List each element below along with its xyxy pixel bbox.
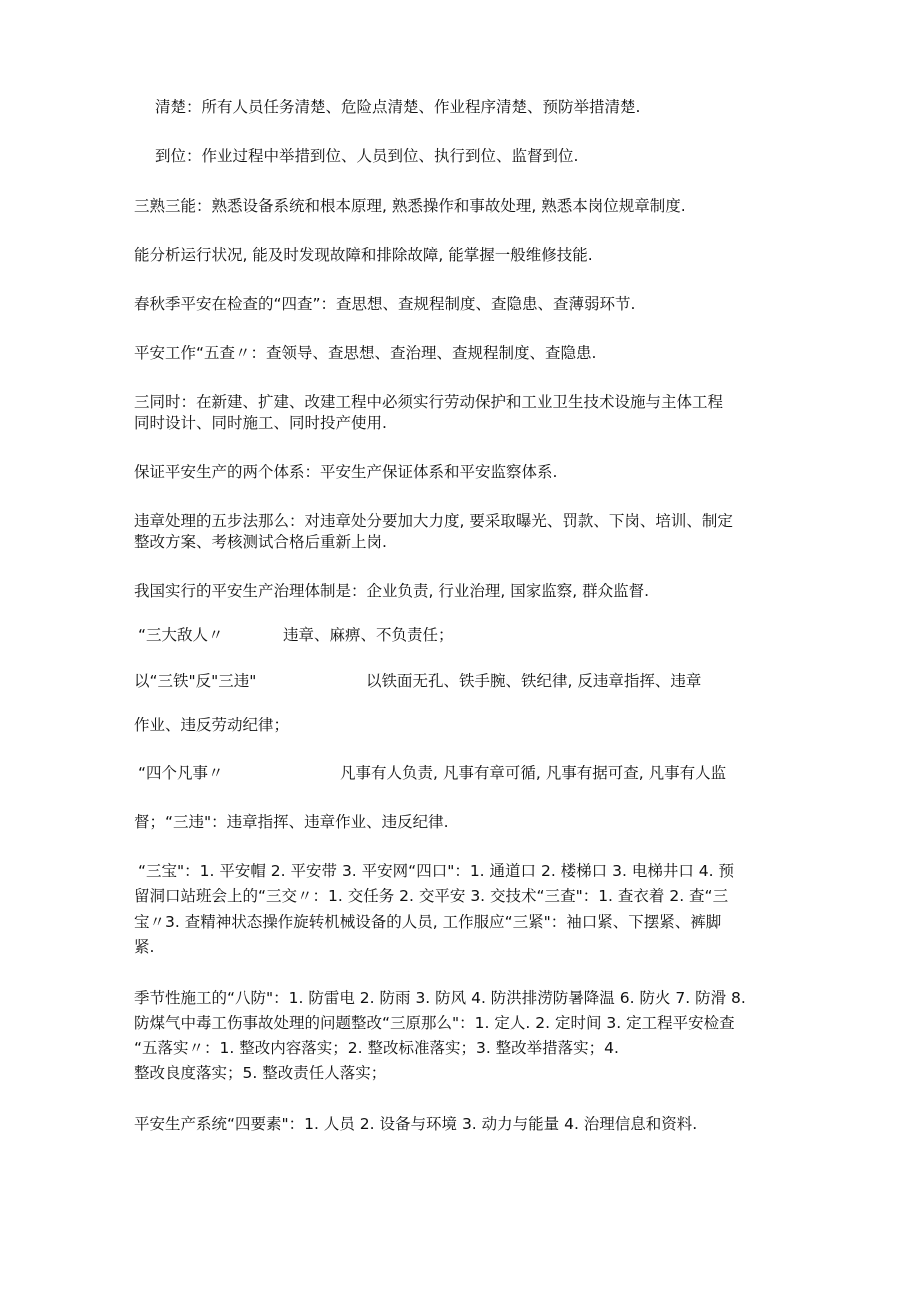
text-line: “四个凡事〃	[138, 764, 224, 782]
text-line: 三熟三能：熟悉设备系统和根本原理, 熟悉操作和事故处理, 熟悉本岗位规章制度.	[134, 197, 686, 215]
text-line: 平安生产系统“四要素"：1. 人员 2. 设备与环境 3. 动力与能量 4. 治理信息和资料.	[134, 1115, 698, 1133]
text-line: 宝〃3. 查精神状态操作旋转机械设备的人员, 工作服应“三紧"：袖口紧、下摆紧、裤脚	[134, 913, 722, 931]
text-line: 清楚：所有人员任务清楚、危险点清楚、作业程序清楚、预防举措清楚.	[155, 98, 641, 116]
text-line: 防煤气中毒工伤事故处理的问题整改“三原那么"：1. 定人. 2. 定时间 3. 定工程平安检查	[134, 1014, 735, 1032]
text-line: 三同时：在新建、扩建、改建工程中必须实行劳动保护和工业卫生技术设施与主体工程	[134, 393, 724, 411]
text-line: “三大敌人〃	[138, 626, 224, 644]
text-line: 平安工作“五查〃：查领导、查思想、查治理、查规程制度、查隐患.	[134, 344, 597, 362]
text-line: 以铁面无孔、铁手腕、铁纪律, 反违章指挥、违章	[366, 672, 702, 690]
text-line: 留洞口站班会上的“三交〃：1. 交任务 2. 交平安 3. 交技术“三查"：1. 查衣着 2. 查“三	[134, 887, 729, 905]
text-line: 整改方案、考核测试合格后重新上岗.	[134, 533, 387, 551]
text-line: 紧.	[134, 938, 155, 956]
text-line: 作业、违反劳动纪律；	[134, 716, 290, 734]
text-line: “三宝"：1. 平安帽 2. 平安带 3. 平安网“四口"：1. 通道口 2. 楼梯口 3. 电梯井口 4. 预	[138, 862, 734, 880]
text-line: “五落实〃：1. 整改内容落实；2. 整改标准落实；3. 整改举措落实；4.	[134, 1039, 619, 1057]
text-line: 同时设计、同时施工、同时投产使用.	[134, 414, 387, 432]
text-line: 凡事有人负责, 凡事有章可循, 凡事有据可查, 凡事有人监	[340, 764, 727, 782]
text-line: 违章、麻痹、不负责任；	[283, 626, 454, 644]
text-line: 整改良度落实；5. 整改责任人落实；	[134, 1064, 387, 1082]
text-line: 我国实行的平安生产治理体制是：企业负责, 行业治理, 国家监察, 群众监督.	[134, 582, 649, 600]
text-line: 保证平安生产的两个体系：平安生产保证体系和平安监察体系.	[134, 463, 558, 481]
text-line: 到位：作业过程中举措到位、人员到位、执行到位、监督到位.	[155, 147, 579, 165]
text-line: 督；“三违"：违章指挥、违章作业、违反纪律.	[134, 813, 449, 831]
text-line: 季节性施工的“八防"：1. 防雷电 2. 防雨 3. 防风 4. 防洪排涝防暑降温 6. 防火 7. 防滑 8.	[134, 989, 746, 1007]
text-line: 能分析运行状况, 能及时发现故障和排除故障, 能掌握一般维修技能.	[134, 246, 593, 264]
text-line: 以“三铁"反"三违"	[134, 672, 257, 690]
text-line: 春秋季平安在检查的“四查”：查思想、查规程制度、查隐患、查薄弱环节.	[134, 295, 636, 313]
text-line: 违章处理的五步法那么：对违章处分要加大力度, 要采取曝光、罚款、下岗、培训、制定	[134, 512, 733, 530]
